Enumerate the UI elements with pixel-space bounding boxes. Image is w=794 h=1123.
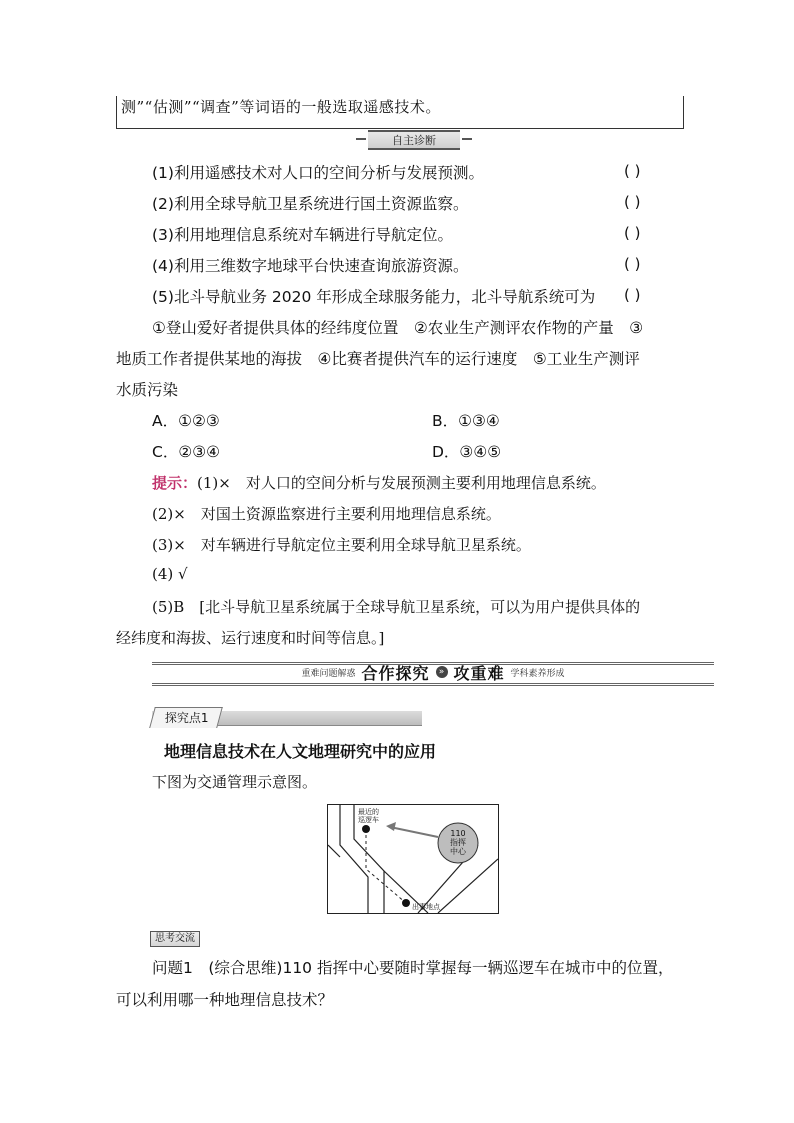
- explore-title: 地理信息技术在人文地理研究中的应用: [164, 742, 437, 761]
- signal-arrow-line: [390, 827, 438, 837]
- question-5: (5)北斗导航业务 2020 年形成全球服务能力，北斗导航系统可为: [152, 288, 596, 306]
- problem-1-line-1: 问题1 (综合思维)110 指挥中心要随时掌握每一辆巡逻车在城市中的位置，: [152, 959, 674, 977]
- command-center-label-1: 110: [450, 829, 466, 838]
- explore-tab: [149, 707, 222, 728]
- section-header-right: 学科素养形成: [510, 668, 565, 679]
- signal-arrow-head: [386, 822, 396, 831]
- hint-4: (4) √: [152, 565, 188, 583]
- hint-1-row: [152, 472, 606, 493]
- question-1: (1)利用遥感技术对人口的空间分析与发展预测。: [152, 164, 484, 182]
- explore-tab-label: 探究点1: [164, 711, 209, 725]
- hint-label: 提示：: [152, 474, 198, 492]
- note-box: [116, 96, 684, 129]
- question-4: (4)利用三维数字地球平台快速查询旅游资源。: [152, 257, 469, 275]
- command-center-label-3: 中心: [450, 847, 466, 856]
- question-5-stem-line-3: 水质污染: [116, 381, 179, 399]
- section-header: [152, 663, 714, 681]
- question-5-stem-line-1: ①登山爱好者提供具体的经纬度位置 ②农业生产测评农作物的产量 ③: [152, 319, 644, 337]
- section-rule-bottom: [152, 683, 714, 686]
- command-center-label: [446, 829, 470, 856]
- section-header-title-a: 合作探究: [361, 663, 430, 683]
- hint-3: (3)× 对车辆进行导航定位主要利用全球导航卫星系统。: [152, 536, 531, 554]
- patrol-car-label-2: 巡逻车: [358, 816, 379, 824]
- patrol-car-label-1: 最近的: [358, 808, 379, 816]
- road-right-2: [438, 859, 498, 913]
- option-a: A．①②③: [152, 412, 220, 430]
- double-arrow-icon: »: [436, 666, 448, 678]
- answer-blank-5: ( ): [624, 286, 641, 304]
- think-exchange-tag: 思考交流: [150, 931, 200, 947]
- incident-label: 出事地点: [412, 903, 440, 911]
- self-check-banner-label: 自主诊断: [392, 134, 436, 147]
- figure-caption: 下图为交通管理示意图。: [152, 773, 318, 791]
- traffic-map-svg: [328, 805, 498, 913]
- answer-blank-2: ( ): [624, 193, 641, 211]
- answer-blank-3: ( ): [624, 224, 641, 242]
- option-c: C．②③④: [152, 443, 221, 461]
- self-check-banner: [368, 130, 460, 150]
- problem-1-line-2: 可以利用哪一种地理信息技术？: [116, 991, 334, 1009]
- option-b: B．①③④: [432, 412, 500, 430]
- answer-blank-1: ( ): [624, 162, 641, 180]
- question-3: (3)利用地理信息系统对车辆进行导航定位。: [152, 226, 453, 244]
- hint-1: (1)× 对人口的空间分析与发展预测主要利用地理信息系统。: [197, 474, 606, 492]
- traffic-map-figure: [327, 804, 499, 914]
- hint-2: (2)× 对国土资源监察进行主要利用地理信息系统。: [152, 505, 501, 523]
- option-d: D．③④⑤: [432, 443, 502, 461]
- question-2: (2)利用全球导航卫星系统进行国土资源监察。: [152, 195, 469, 213]
- hint-5-line-1: (5)B [北斗导航卫星系统属于全球导航卫星系统，可以为用户提供具体的: [152, 598, 641, 616]
- note-box-text: 测”“估测”“调查”等词语的一般选取遥感技术。: [121, 98, 441, 116]
- incident-marker: [402, 899, 410, 907]
- question-5-stem-line-2: 地质工作者提供某地的海拔 ④比赛者提供汽车的运行速度 ⑤工业生产测评: [116, 350, 640, 368]
- road-branch: [328, 845, 340, 857]
- patrol-car-marker: [362, 825, 370, 833]
- patrol-car-label: [358, 808, 379, 824]
- hint-5-line-2: 经纬度和海拔、运行速度和时间等信息。]: [116, 629, 385, 647]
- answer-blank-4: ( ): [624, 255, 641, 273]
- section-header-title-b: 攻重难: [453, 663, 505, 683]
- command-center-label-2: 指挥: [450, 838, 466, 847]
- patrol-route: [366, 829, 406, 903]
- section-header-left: 重难问题解惑: [301, 668, 356, 679]
